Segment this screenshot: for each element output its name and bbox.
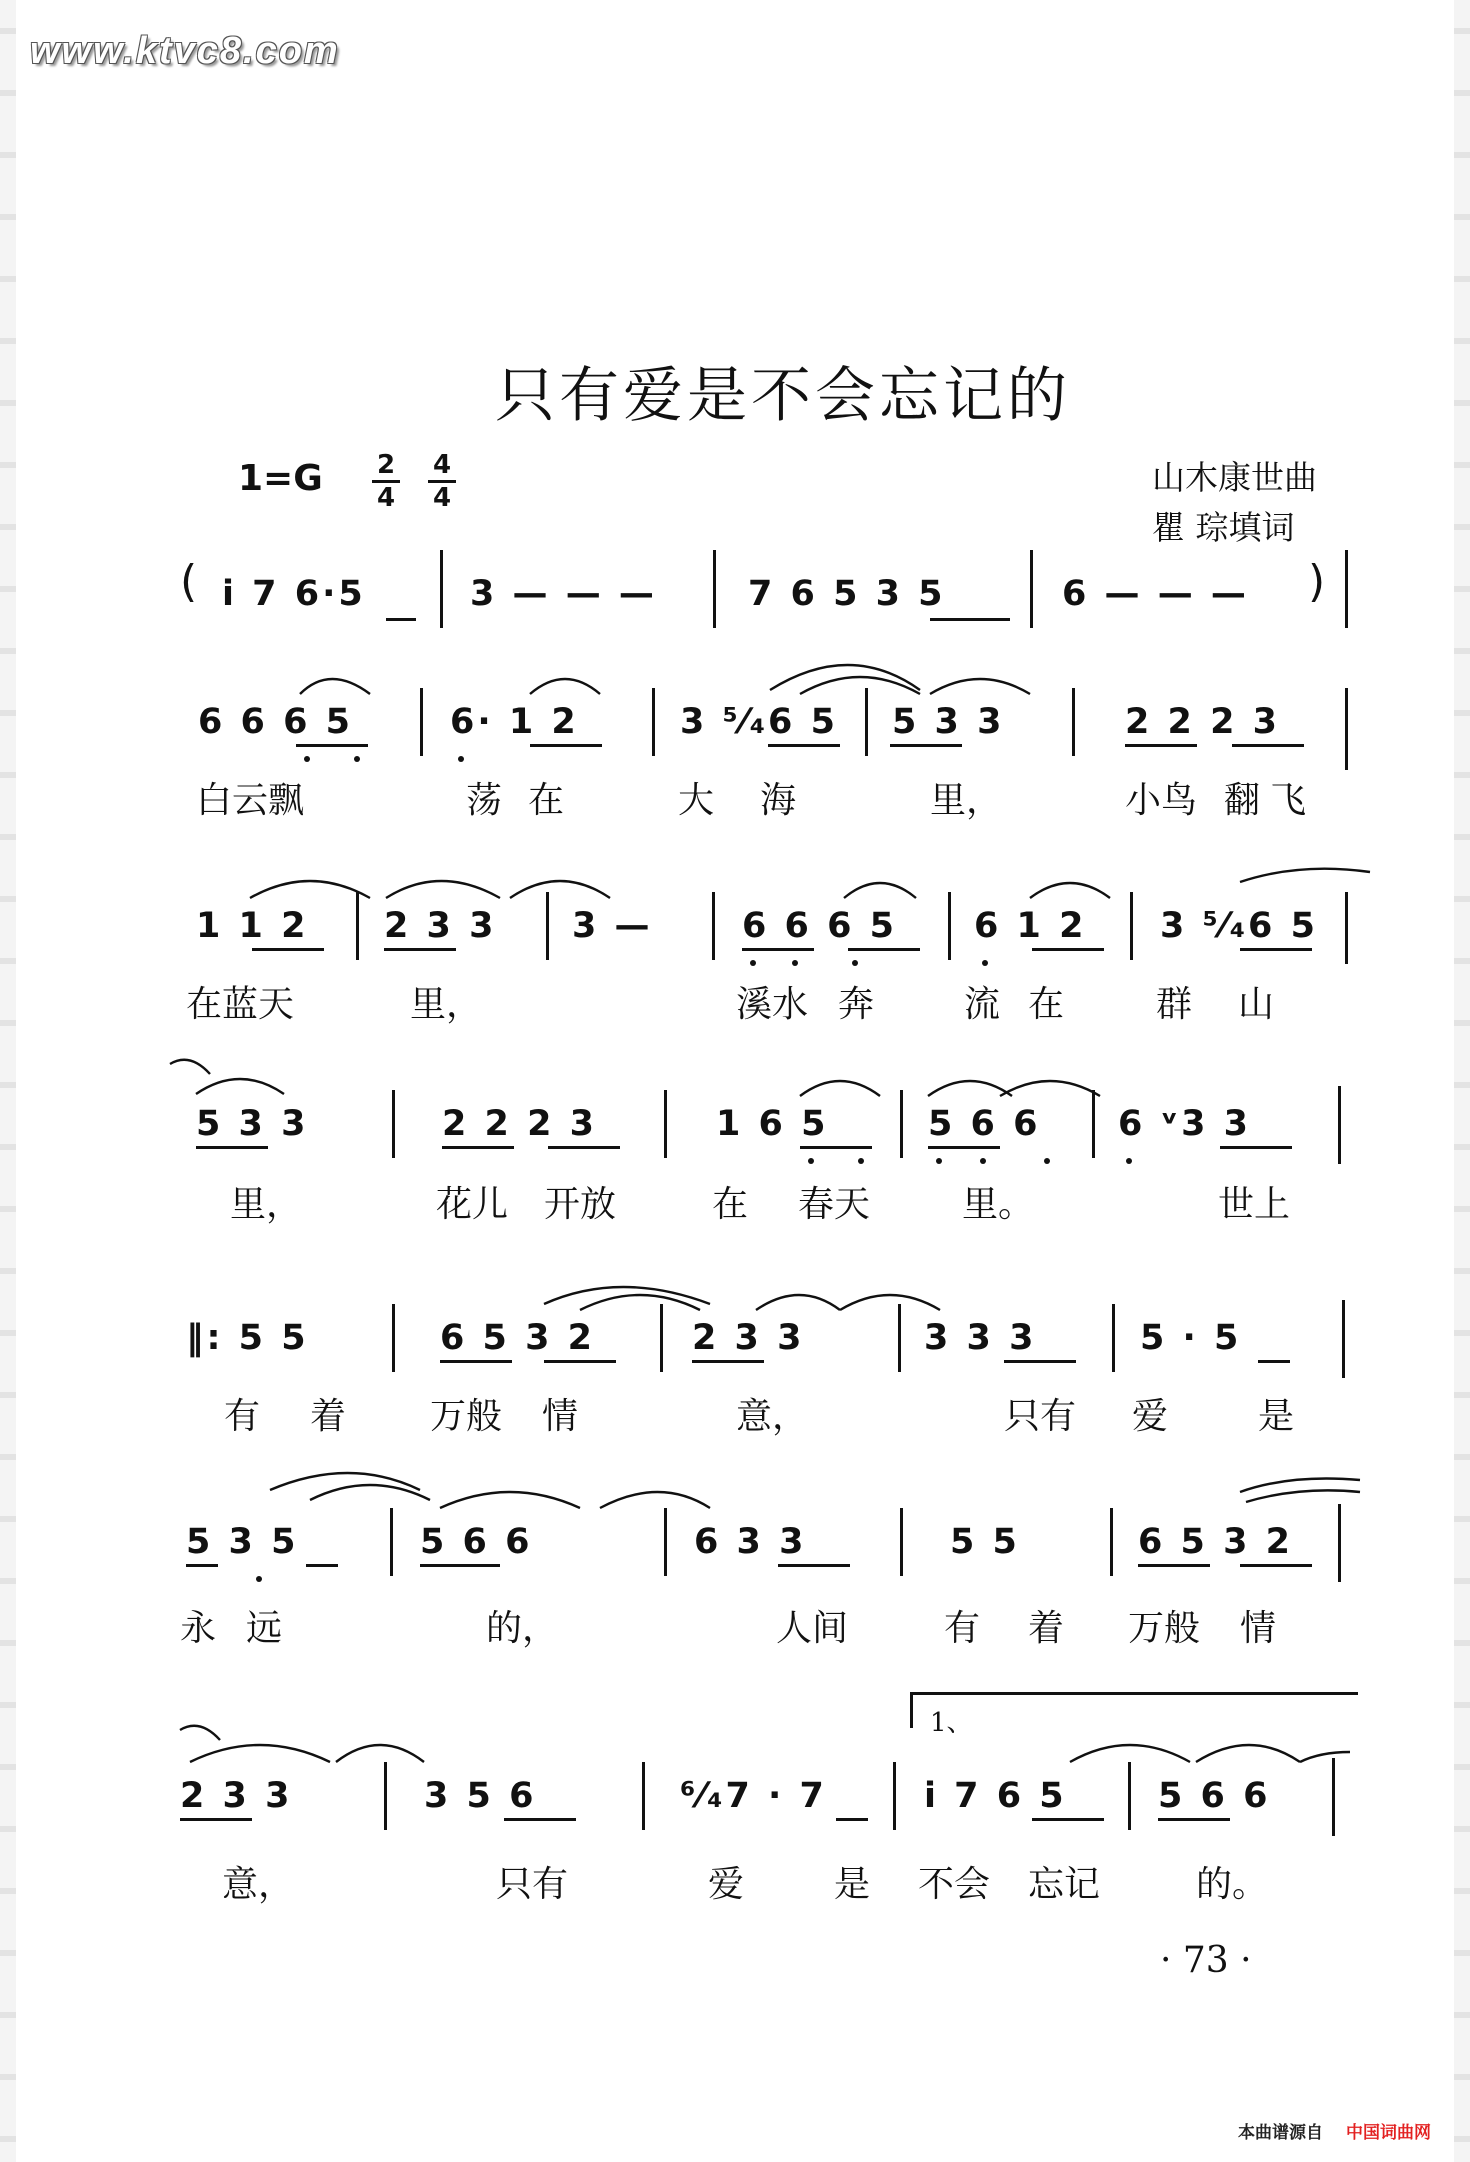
line1-measure-3: 3 ⁵⁄₄6 5 <box>680 702 838 742</box>
line5-measure-3: 6 3 3 <box>694 1522 807 1562</box>
line6-lyric: 的。 <box>1196 1864 1269 1905</box>
source-site-link[interactable]: 中国词曲网 <box>1346 2123 1431 2143</box>
slur <box>440 1492 580 1508</box>
line1-measure-2: 6· 1 2 <box>450 702 579 742</box>
line6-lyric: 意， <box>222 1864 295 1905</box>
line6-lyric: 忘记 <box>1028 1864 1101 1905</box>
line2-lyric: 山 <box>1238 984 1275 1025</box>
line2-lyric: 流 <box>964 984 1001 1025</box>
line5-lyric: 着 <box>1028 1608 1065 1649</box>
line2-measure-4: 6 6 6 5 <box>742 906 897 946</box>
line6-lyric: 只有 <box>496 1864 569 1905</box>
line3-measure-2: 2 2 2 3 <box>442 1104 597 1144</box>
line3-lyric: 世上 <box>1218 1184 1291 1225</box>
slur <box>844 883 916 898</box>
slur <box>800 1081 880 1096</box>
line1-lyric: 白云飘 <box>196 780 305 821</box>
slur <box>190 1745 330 1762</box>
slur <box>180 1726 220 1740</box>
line3-measure-4: 5 6 6 <box>928 1104 1041 1144</box>
line5-lyric: 永 <box>180 1608 217 1649</box>
time-sig-bottom: 4 <box>376 483 396 513</box>
line3-lyric: 春天 <box>798 1184 871 1225</box>
line6-measure-1: 2 3 3 <box>180 1776 293 1816</box>
line3-lyric: 花儿 <box>436 1184 509 1225</box>
slur <box>928 1081 1012 1096</box>
line4-lyric: 万般 <box>430 1396 503 1437</box>
line2-lyric: 在 <box>1028 984 1065 1025</box>
line4-lyric: 意， <box>736 1396 809 1437</box>
lyricist-credit: 瞿 琮填词 <box>1152 508 1295 547</box>
line5-lyric: 情 <box>1240 1608 1277 1649</box>
song-title: 只有爱是不会忘记的 <box>495 361 1071 431</box>
slur <box>300 679 370 694</box>
page-number: · 73 · <box>1160 1940 1252 1981</box>
line1-lyric: 在 <box>528 780 565 821</box>
line4-lyric: 有 <box>224 1396 261 1437</box>
line4-lyric: 只有 <box>1004 1396 1077 1437</box>
line3-measure-1: 5 3 3 <box>196 1104 309 1144</box>
line1-measure-5: 2 2 2 3 <box>1125 702 1280 742</box>
line5-lyric: 有 <box>944 1608 981 1649</box>
line3-lyric: 里， <box>230 1184 303 1225</box>
line4-measure-5: 5 · 5 <box>1140 1318 1242 1358</box>
line4-measure-2: 6 5 3 2 <box>440 1318 595 1358</box>
line2-measure-3: 3 — <box>572 906 653 946</box>
slur <box>1196 1745 1300 1762</box>
line6-lyric: 不会 <box>918 1864 991 1905</box>
line4-measure-1: ‖: 5 5 <box>186 1318 309 1358</box>
slur <box>1240 869 1370 882</box>
watermark-text: www.ktvc8.com <box>30 30 340 72</box>
slur <box>1000 1081 1100 1096</box>
line6-measure-4: i 7 6 5 <box>924 1776 1067 1816</box>
line5-measure-4: 5 5 <box>950 1522 1020 1562</box>
line2-measure-1: 1 1 2 <box>196 906 309 946</box>
line4-measure-3: 2 3 3 <box>692 1318 805 1358</box>
line5-measure-2: 5 6 6 <box>420 1522 533 1562</box>
line1-lyric: 大 <box>678 780 715 821</box>
line3-lyric: 在 <box>712 1184 749 1225</box>
slur <box>250 881 370 898</box>
line4-lyric: 情 <box>542 1396 579 1437</box>
line1-lyric: 海 <box>760 780 797 821</box>
line2-measure-5: 6 1 2 <box>974 906 1087 946</box>
line2-lyric: 溪水 <box>736 984 809 1025</box>
line2-lyric: 在蓝天 <box>186 984 295 1025</box>
intro-close-paren: ) <box>1308 556 1329 607</box>
time-sig-top: 2 <box>376 450 396 480</box>
line3-measure-3: 1 6 5 <box>716 1104 829 1144</box>
slur <box>386 881 500 898</box>
line2-measure-6: 3 ⁵⁄₄6 5 <box>1160 906 1318 946</box>
volta-ending-number: 1、 <box>930 1708 973 1738</box>
line4-lyric: 爱 <box>1132 1396 1169 1437</box>
slur <box>1070 1745 1190 1762</box>
slur <box>1246 1490 1360 1502</box>
slur <box>756 1295 840 1310</box>
line1-lyric: 翻 <box>1224 780 1261 821</box>
line2-measure-2: 2 3 3 <box>384 906 497 946</box>
composer-credit: 山木康世曲 <box>1152 458 1317 497</box>
slur <box>840 1295 940 1310</box>
line5-lyric: 人间 <box>776 1608 849 1649</box>
line1-measure-1: 6 6 6 5 <box>198 702 353 742</box>
intro-measure-4: 6 — — — <box>1062 574 1249 614</box>
line5-lyric: 万般 <box>1128 1608 1201 1649</box>
line6-lyric: 爱 <box>708 1864 745 1905</box>
slur <box>600 1492 710 1508</box>
line6-measure-3: ⁶⁄₄7 · 7 <box>680 1776 827 1816</box>
line6-measure-2: 3 5 6 <box>424 1776 537 1816</box>
line1-lyric: 里， <box>930 780 1003 821</box>
line5-lyric: 远 <box>246 1608 283 1649</box>
line4-measure-4: 3 3 3 <box>924 1318 1037 1358</box>
slur <box>336 1745 424 1762</box>
line4-lyric: 着 <box>310 1396 347 1437</box>
slur <box>530 679 600 694</box>
line2-lyric: 群 <box>1156 984 1193 1025</box>
slur <box>196 1079 284 1094</box>
line4-lyric: 是 <box>1258 1396 1295 1437</box>
slur <box>930 679 1030 694</box>
key-signature: 1=G <box>238 458 323 499</box>
intro-open-paren: ( <box>180 556 201 607</box>
intro-measure-1: i 7 6·5 <box>222 574 366 614</box>
line1-lyric: 小鸟 <box>1125 780 1198 821</box>
line3-measure-5: 6 ᵛ3 3 <box>1118 1104 1251 1144</box>
time-sig-bottom: 4 <box>432 483 452 513</box>
line3-lyric: 开放 <box>544 1184 617 1225</box>
line5-measure-1: 5 3 5 <box>186 1522 299 1562</box>
line2-lyric: 里， <box>410 984 483 1025</box>
line5-measure-5: 6 5 3 2 <box>1138 1522 1293 1562</box>
line1-lyric: 飞 <box>1270 780 1307 821</box>
line1-measure-4: 5 3 3 <box>892 702 1005 742</box>
line6-measure-5: 5 6 6 <box>1158 1776 1271 1816</box>
line6-lyric: 是 <box>834 1864 871 1905</box>
intro-measure-3: 7 6 5 3 5 <box>748 574 946 614</box>
line1-lyric: 荡 <box>466 780 503 821</box>
slur <box>1030 883 1110 898</box>
time-sig-top: 4 <box>432 450 452 480</box>
slur <box>580 1295 700 1310</box>
line3-lyric: 里。 <box>962 1184 1035 1225</box>
slur <box>170 1060 210 1074</box>
slur <box>510 881 610 898</box>
source-label: 本曲谱源自 <box>1238 2123 1323 2143</box>
intro-measure-2: 3 — — — <box>470 574 657 614</box>
line5-lyric: 的， <box>486 1608 559 1649</box>
line2-lyric: 奔 <box>838 984 875 1025</box>
slur <box>1300 1752 1350 1762</box>
